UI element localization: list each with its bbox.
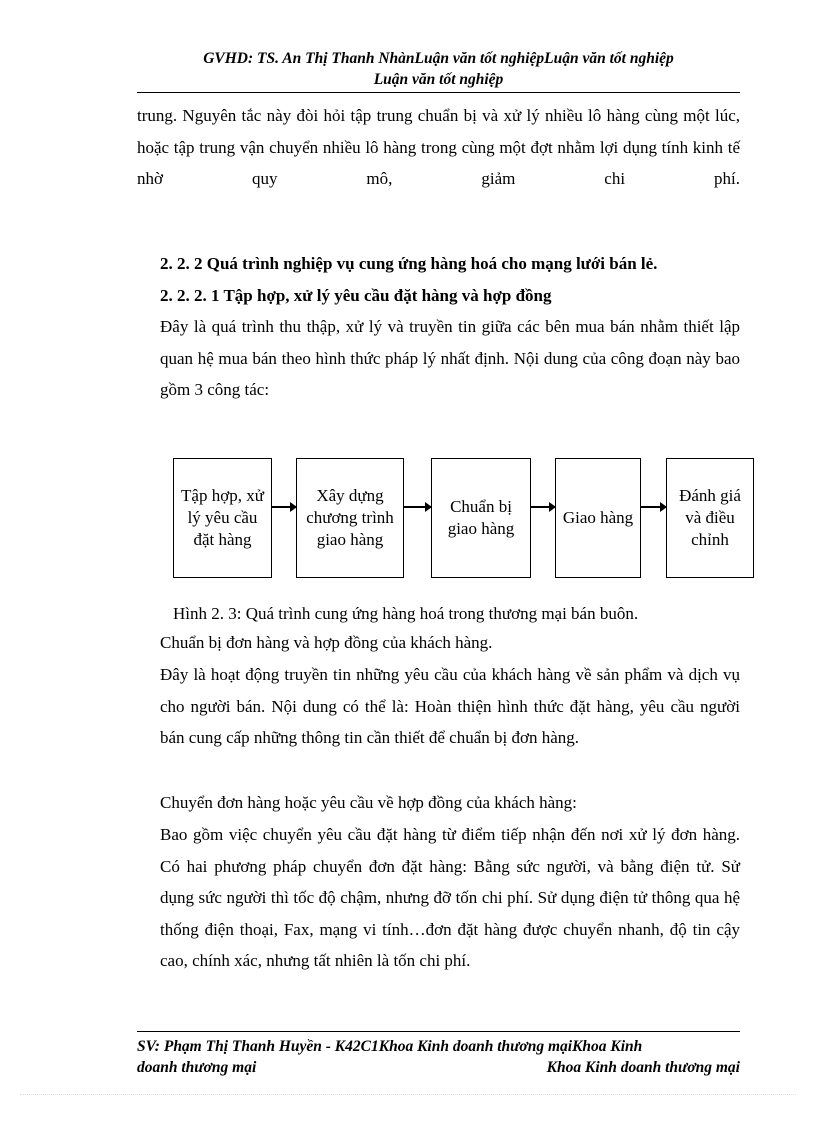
flow-step-1: Tập hợp, xử lý yêu cầu đặt hàng — [173, 458, 272, 578]
header-line-1: GVHD: TS. An Thị Thanh NhànLuận văn tốt nghiệpLuận văn tốt nghiệp — [203, 50, 674, 67]
flow-step-5: Đánh giá và điều chỉnh — [666, 458, 754, 578]
flow-arrow-4 — [641, 506, 666, 508]
item-1-title: Chuẩn bị đơn hàng và hợp đồng của khách hàng. — [160, 633, 493, 652]
section-heading: 2. 2. 2 Quá trình nghiệp vụ cung ứng hàng hoá cho mạng lưới bán lẻ. — [160, 254, 658, 273]
footer-line-1: SV: Phạm Thị Thanh Huyền - K42C1Khoa Kinh doanh thương mạiKhoa Kinh — [137, 1038, 643, 1055]
flow-step-4: Giao hàng — [555, 458, 641, 578]
page-edge-dotted-line — [20, 1094, 796, 1095]
item-2-body: Bao gồm việc chuyển yêu cầu đặt hàng từ điểm tiếp nhận đến nơi xử lý đơn hàng. Có hai phương pháp chuyển đơn đặt hàng: Bằng sức người, và bằng điện tử. Sử dụng sức người thì tốc độ chậm, nhưng đỡ tốn chi phí. Sử dụng điện tử thông qua hệ thống điện thoại, Fax, mạng vi tính…đơn đặt hàng được chuyển nhanh, độ tin cậy cao, chính xác, nhưng tất nhiên là tốn chi phí. — [160, 825, 740, 970]
page-footer — [137, 1036, 740, 1078]
item-1-body: Đây là hoạt động truyền tin những yêu cầu của khách hàng về sản phẩm và dịch vụ cho người bán. Nội dung có thể là: Hoàn thiện hình thức đặt hàng, yêu cầu người bán cung cấp những thông tin cần thiết để chuẩn bị đơn hàng. — [160, 665, 740, 747]
flow-arrow-1 — [272, 506, 296, 508]
footer-line-2-right: Khoa Kinh doanh thương mại — [546, 1059, 740, 1076]
figure-caption: Hình 2. 3: Quá trình cung ứng hàng hoá trong thương mại bán buôn. — [173, 604, 639, 623]
subsection-paragraph: Đây là quá trình thu thập, xử lý và truyền tin giữa các bên mua bán nhằm thiết lập quan hệ mua bán theo hình thức pháp lý nhất định. Nội dung của công đoạn này bao gồm 3 công tác: — [160, 317, 740, 399]
header-rule — [137, 92, 740, 93]
flow-arrow-2 — [404, 506, 431, 508]
flow-step-2: Xây dựng chương trình giao hàng — [296, 458, 404, 578]
item-2-title: Chuyển đơn hàng hoặc yêu cầu về hợp đồng của khách hàng: — [160, 793, 577, 812]
flow-arrow-3 — [531, 506, 555, 508]
subsection-heading: 2. 2. 2. 1 Tập hợp, xử lý yêu cầu đặt hàng và hợp đồng — [160, 286, 552, 305]
footer-line-2-left: doanh thương mại — [137, 1059, 257, 1076]
flow-step-3: Chuẩn bị giao hàng — [431, 458, 531, 578]
footer-rule — [137, 1031, 740, 1032]
intro-paragraph: trung. Nguyên tắc này đòi hỏi tập trung chuẩn bị và xử lý nhiều lô hàng cùng một lúc, hoặc tập trung vận chuyển nhiều lô hàng trong cùng một đợt nhằm lợi dụng tính kinh tế nhờ quy mô, giảm chi phí. — [137, 106, 740, 188]
page-header — [137, 48, 740, 90]
header-line-2: Luận văn tốt nghiệp — [373, 71, 504, 88]
footer-line-2 — [137, 1057, 740, 1078]
process-flow-diagram — [173, 458, 755, 580]
